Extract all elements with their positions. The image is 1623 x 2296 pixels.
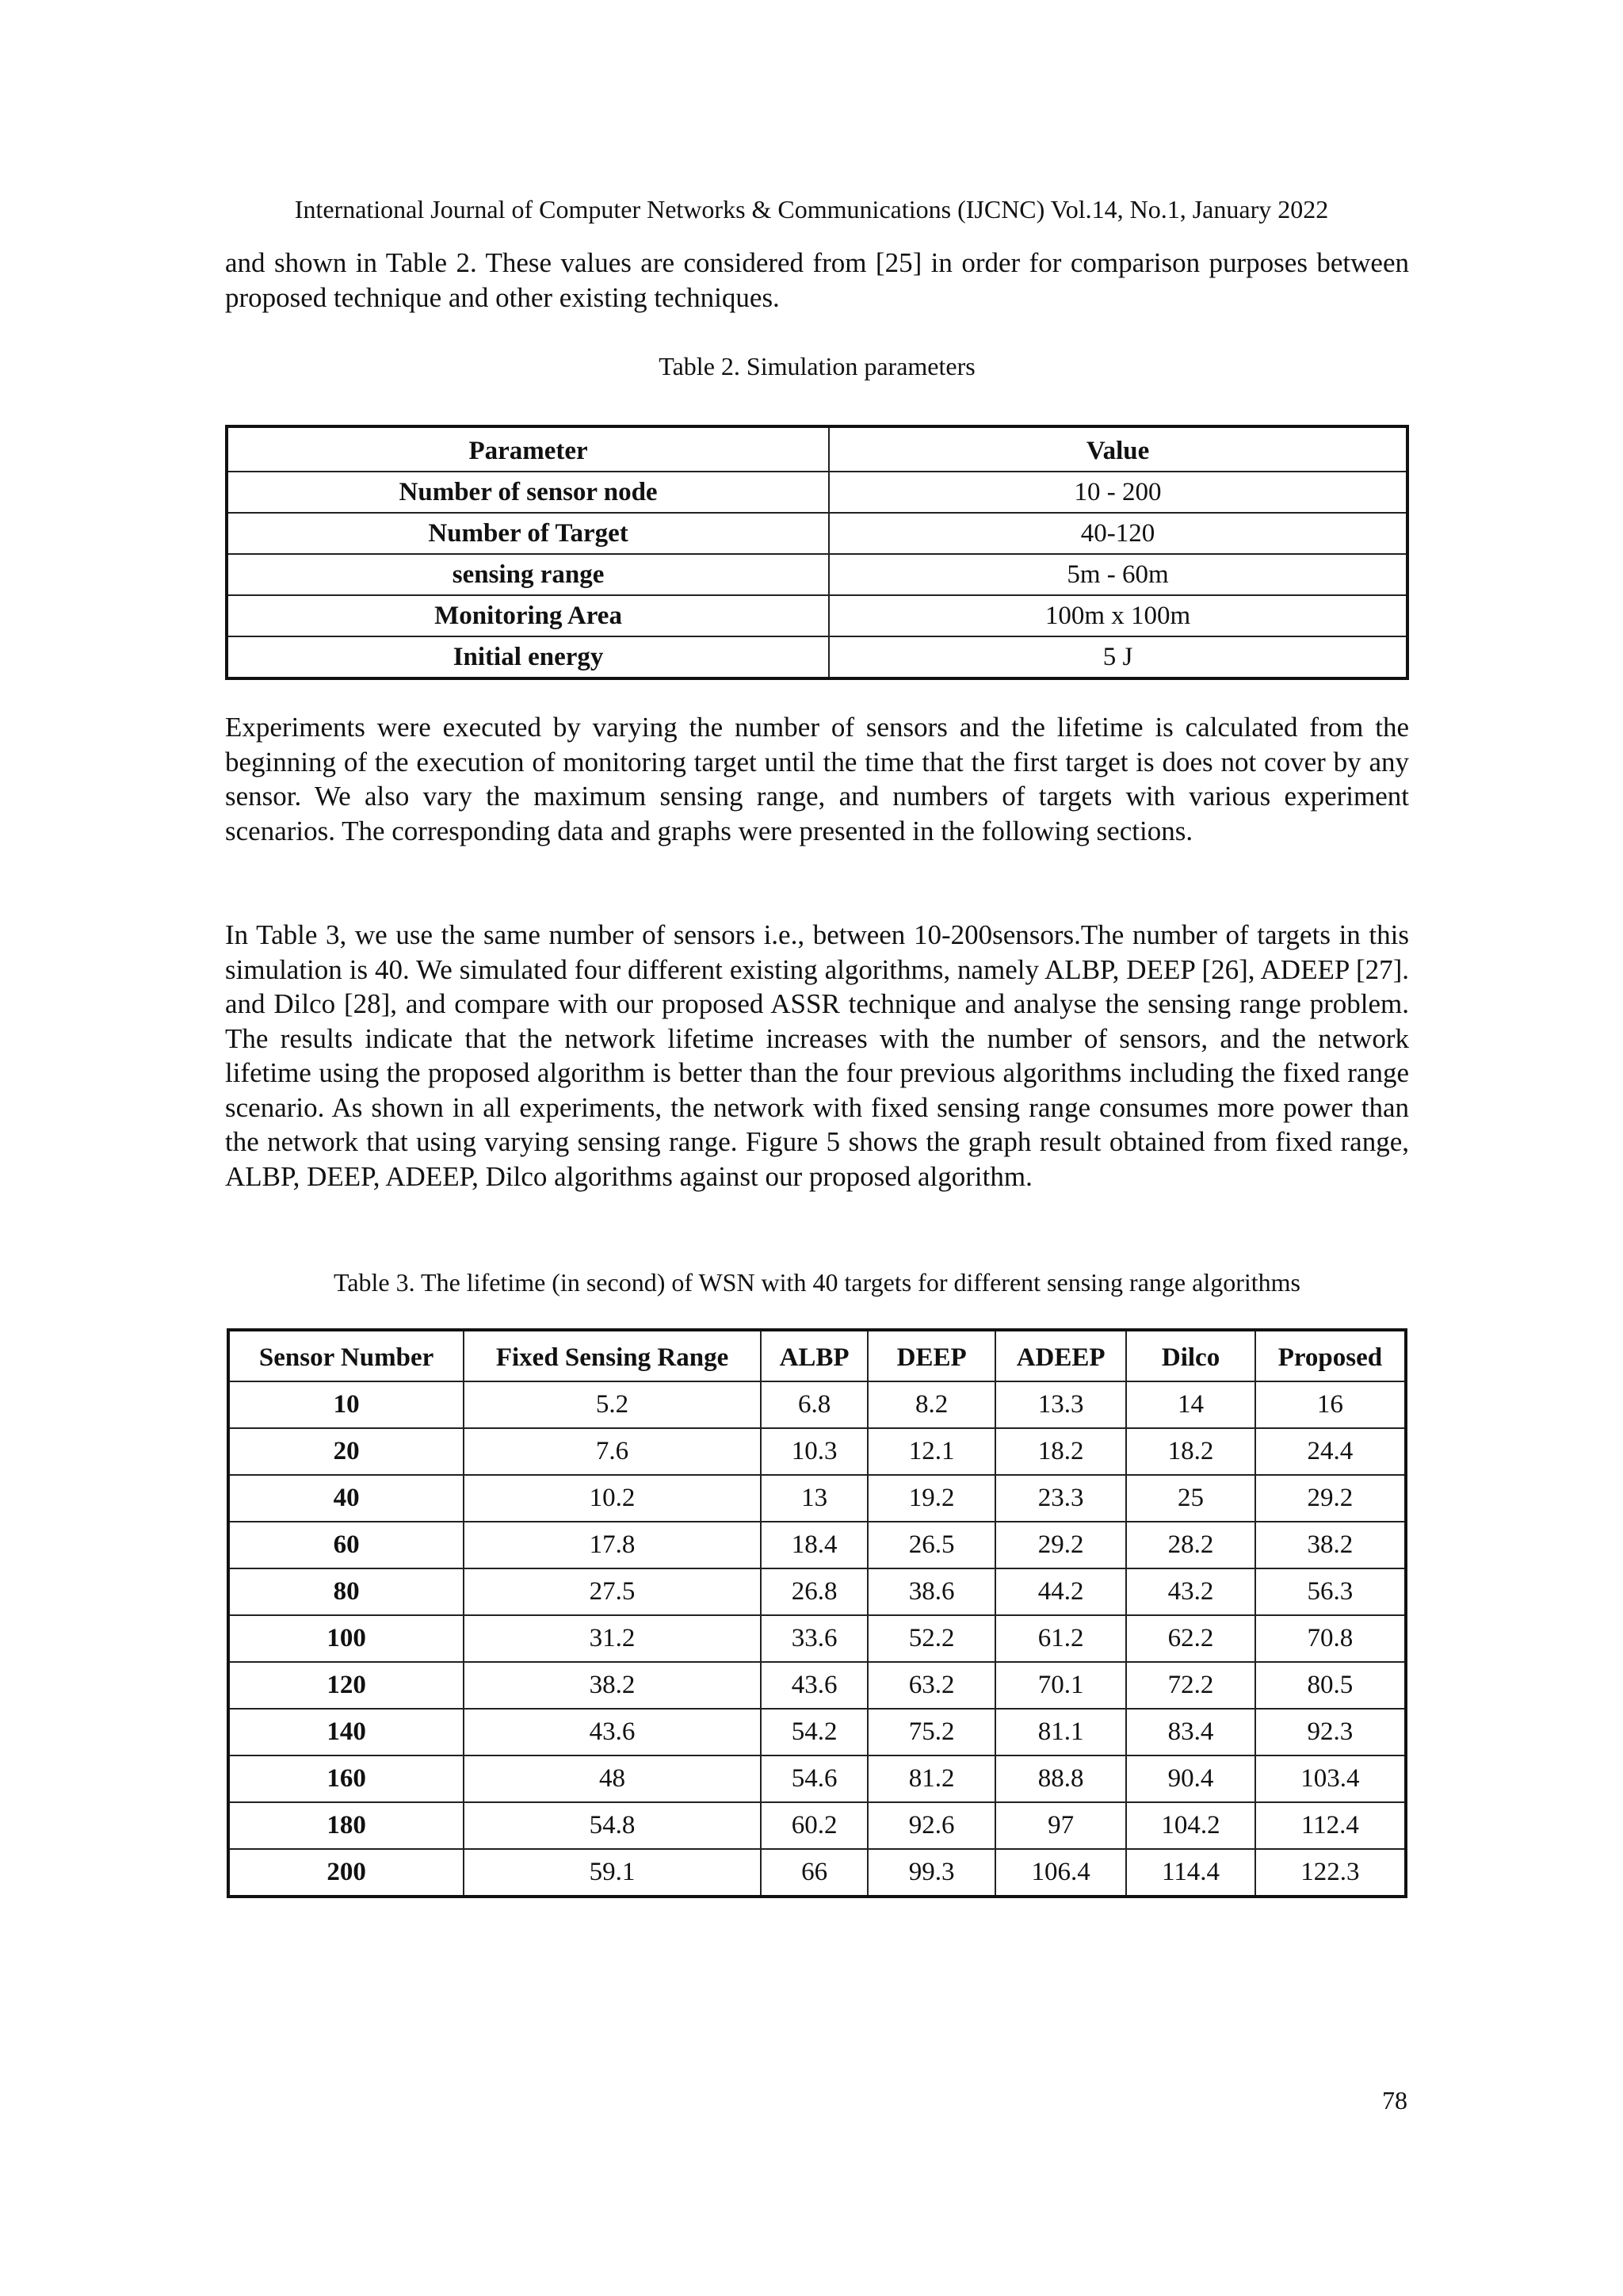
value-cell: 5 J: [829, 636, 1407, 678]
deep-cell: 26.5: [868, 1522, 995, 1568]
sensor-number-cell: 180: [228, 1802, 464, 1849]
deep-cell: 75.2: [868, 1709, 995, 1755]
dilco-cell: 18.2: [1126, 1428, 1255, 1475]
proposed-cell: 112.4: [1255, 1802, 1406, 1849]
sensor-number-cell: 20: [228, 1428, 464, 1475]
dilco-cell: 25: [1126, 1475, 1255, 1522]
sensor-number-cell: 60: [228, 1522, 464, 1568]
table-row: [228, 1755, 1406, 1802]
fixed-range-cell: 17.8: [464, 1522, 761, 1568]
paragraph-intro: and shown in Table 2. These values are considered from [25] in order for comparison purposes between proposed technique and other existing techniques.: [225, 247, 1409, 313]
proposed-cell: 38.2: [1255, 1522, 1406, 1568]
column-header-albp: ALBP: [761, 1330, 868, 1381]
column-header-parameter: Parameter: [227, 426, 829, 472]
fixed-range-cell: 5.2: [464, 1381, 761, 1428]
adeep-cell: 81.1: [995, 1709, 1126, 1755]
adeep-cell: 13.3: [995, 1381, 1126, 1428]
albp-cell: 66: [761, 1849, 868, 1897]
fixed-range-cell: 48: [464, 1755, 761, 1802]
dilco-cell: 114.4: [1126, 1849, 1255, 1897]
table-row: [227, 595, 1407, 636]
deep-cell: 19.2: [868, 1475, 995, 1522]
adeep-cell: 18.2: [995, 1428, 1126, 1475]
deep-cell: 52.2: [868, 1615, 995, 1662]
adeep-cell: 29.2: [995, 1522, 1126, 1568]
albp-cell: 6.8: [761, 1381, 868, 1428]
sensor-number-cell: 100: [228, 1615, 464, 1662]
fixed-range-cell: 43.6: [464, 1709, 761, 1755]
albp-cell: 33.6: [761, 1615, 868, 1662]
deep-cell: 38.6: [868, 1568, 995, 1615]
fixed-range-cell: 38.2: [464, 1662, 761, 1709]
fixed-range-cell: 54.8: [464, 1802, 761, 1849]
proposed-cell: 92.3: [1255, 1709, 1406, 1755]
dilco-cell: 72.2: [1126, 1662, 1255, 1709]
dilco-cell: 62.2: [1126, 1615, 1255, 1662]
deep-cell: 99.3: [868, 1849, 995, 1897]
parameter-cell: sensing range: [227, 554, 829, 595]
table-row: [228, 1802, 1406, 1849]
column-header-proposed: Proposed: [1255, 1330, 1406, 1381]
parameter-cell: Number of sensor node: [227, 472, 829, 513]
deep-cell: 81.2: [868, 1755, 995, 1802]
proposed-cell: 103.4: [1255, 1755, 1406, 1802]
sensor-number-cell: 200: [228, 1849, 464, 1897]
proposed-cell: 29.2: [1255, 1475, 1406, 1522]
adeep-cell: 106.4: [995, 1849, 1126, 1897]
albp-cell: 18.4: [761, 1522, 868, 1568]
table-row: [227, 636, 1407, 678]
albp-cell: 43.6: [761, 1662, 868, 1709]
table-row: [228, 1849, 1406, 1897]
sensor-number-cell: 120: [228, 1662, 464, 1709]
table2-caption: Table 2. Simulation parameters: [659, 352, 976, 380]
sensor-number-cell: 10: [228, 1381, 464, 1428]
adeep-cell: 88.8: [995, 1755, 1126, 1802]
fixed-range-cell: 27.5: [464, 1568, 761, 1615]
adeep-cell: 97: [995, 1802, 1126, 1849]
parameter-cell: Number of Target: [227, 513, 829, 554]
table-row: [228, 1428, 1406, 1475]
proposed-cell: 16: [1255, 1381, 1406, 1428]
value-cell: 10 - 200: [829, 472, 1407, 513]
parameter-cell: Monitoring Area: [227, 595, 829, 636]
sensor-number-cell: 140: [228, 1709, 464, 1755]
albp-cell: 26.8: [761, 1568, 868, 1615]
table-row: [228, 1662, 1406, 1709]
table-header-row: [227, 426, 1407, 472]
albp-cell: 54.2: [761, 1709, 868, 1755]
albp-cell: 60.2: [761, 1802, 868, 1849]
parameter-cell: Initial energy: [227, 636, 829, 678]
adeep-cell: 23.3: [995, 1475, 1126, 1522]
adeep-cell: 70.1: [995, 1662, 1126, 1709]
value-cell: 100m x 100m: [829, 595, 1407, 636]
table-row: [227, 513, 1407, 554]
table-row: [228, 1475, 1406, 1522]
table-row: [227, 554, 1407, 595]
running-header: International Journal of Computer Networks & Communications (IJCNC) Vol.14, No.1, January 2022: [294, 195, 1329, 223]
table-row: [228, 1709, 1406, 1755]
albp-cell: 10.3: [761, 1428, 868, 1475]
proposed-cell: 24.4: [1255, 1428, 1406, 1475]
paragraph-table3-discussion: In Table 3, we use the same number of sensors i.e., between 10-200sensors.The number of targets in this simulation is 40. We simulated four different existing algorithms, namely ALBP, DEEP [26], ADEEP [27]. and Dilco [28], and compare with our proposed ASSR technique and analyse the sensing range problem. The results indicate that the network lifetime increases with the number of sensors, and the network lifetime using the proposed algorithm is better than the four previous algorithms including the fixed range scenario. As shown in all experiments, the network with fixed sensing range consumes more power than the network that using varying sensing range. Figure 5 shows the graph result obtained from fixed range, ALBP, DEEP, ADEEP, Dilco algorithms against our proposed algorithm.: [225, 919, 1409, 1192]
fixed-range-cell: 7.6: [464, 1428, 761, 1475]
proposed-cell: 70.8: [1255, 1615, 1406, 1662]
adeep-cell: 44.2: [995, 1568, 1126, 1615]
proposed-cell: 122.3: [1255, 1849, 1406, 1897]
table-row: [228, 1522, 1406, 1568]
table-header-row: [228, 1330, 1406, 1381]
deep-cell: 8.2: [868, 1381, 995, 1428]
proposed-cell: 56.3: [1255, 1568, 1406, 1615]
value-cell: 5m - 60m: [829, 554, 1407, 595]
paragraph-experiments: Experiments were executed by varying the number of sensors and the lifetime is calculated from the beginning of the execution of monitoring target until the time that the first target is does not cover by any sensor. We also vary the maximum sensing range, and numbers of targets with various experiment scenarios. The corresponding data and graphs were presented in the following sections.: [225, 712, 1409, 846]
fixed-range-cell: 10.2: [464, 1475, 761, 1522]
sensor-number-cell: 80: [228, 1568, 464, 1615]
table-row: [228, 1615, 1406, 1662]
lifetime-table-body: [228, 1381, 1406, 1897]
column-header-dilco: Dilco: [1126, 1330, 1255, 1381]
dilco-cell: 104.2: [1126, 1802, 1255, 1849]
fixed-range-cell: 31.2: [464, 1615, 761, 1662]
column-header-value: Value: [829, 426, 1407, 472]
deep-cell: 63.2: [868, 1662, 995, 1709]
column-header-adeep: ADEEP: [995, 1330, 1126, 1381]
dilco-cell: 90.4: [1126, 1755, 1255, 1802]
table-row: [228, 1568, 1406, 1615]
fixed-range-cell: 59.1: [464, 1849, 761, 1897]
sensor-number-cell: 160: [228, 1755, 464, 1802]
simulation-parameters-table: [225, 425, 1409, 680]
page-number: 78: [1382, 2086, 1407, 2115]
dilco-cell: 43.2: [1126, 1568, 1255, 1615]
proposed-cell: 80.5: [1255, 1662, 1406, 1709]
table-row: [228, 1381, 1406, 1428]
dilco-cell: 14: [1126, 1381, 1255, 1428]
sensor-number-cell: 40: [228, 1475, 464, 1522]
table-row: [227, 472, 1407, 513]
table3-caption: Table 3. The lifetime (in second) of WSN with 40 targets for different sensing range algorithms: [334, 1268, 1300, 1297]
value-cell: 40-120: [829, 513, 1407, 554]
column-header-deep: DEEP: [868, 1330, 995, 1381]
column-header-sensor-number: Sensor Number: [228, 1330, 464, 1381]
deep-cell: 12.1: [868, 1428, 995, 1475]
dilco-cell: 28.2: [1126, 1522, 1255, 1568]
column-header-fixed-sensing-range: Fixed Sensing Range: [464, 1330, 761, 1381]
deep-cell: 92.6: [868, 1802, 995, 1849]
adeep-cell: 61.2: [995, 1615, 1126, 1662]
albp-cell: 54.6: [761, 1755, 868, 1802]
lifetime-table: [227, 1328, 1407, 1898]
dilco-cell: 83.4: [1126, 1709, 1255, 1755]
albp-cell: 13: [761, 1475, 868, 1522]
